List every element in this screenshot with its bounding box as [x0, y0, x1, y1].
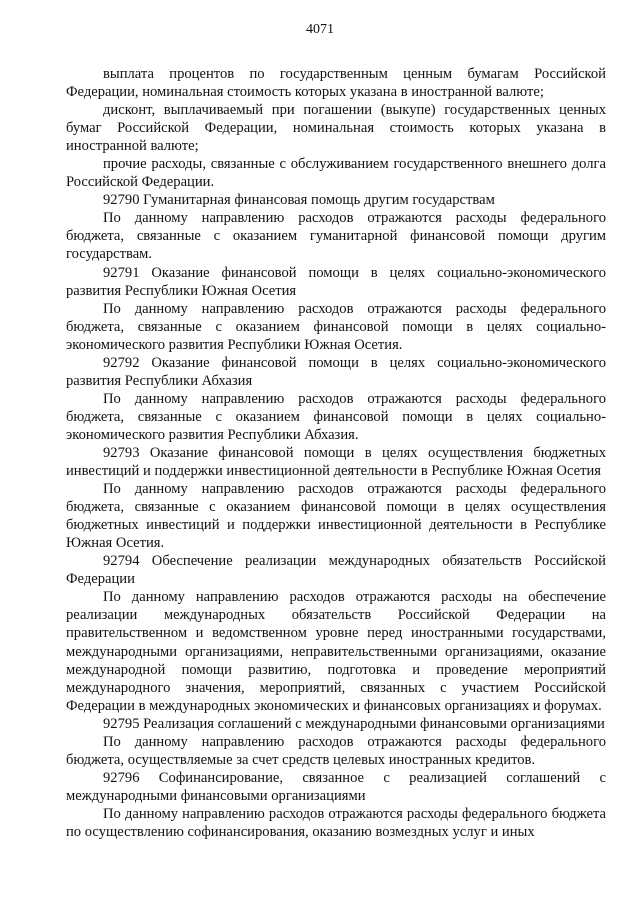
page-number: 4071 — [306, 22, 334, 37]
paragraph-interest-payment: выплата процентов по государственным ценным бумагам Российской Федерации, номинальная стоимость которых указана в иностранной валюте; — [66, 66, 606, 101]
paragraph-other-expenses: прочие расходы, связанные с обслуживанием государственного внешнего долга Российской Федерации. — [66, 156, 606, 191]
paragraph-92791: По данному направлению расходов отражаются расходы федерального бюджета, связанные с оказанием финансовой помощи в целях социально-экономического развития Республики Южная Осетия. — [66, 300, 606, 353]
heading-92790: 92790 Гуманитарная финансовая помощь другим государствам — [103, 192, 495, 209]
paragraph-discount: дисконт, выплачиваемый при погашении (выкупе) государственных ценных бумаг Российской Федерации, номинальная стоимость которых указана в иностранной валюте; — [66, 102, 606, 155]
heading-92792: 92792 Оказание финансовой помощи в целях социально-экономического развития Республики Абхазия — [66, 354, 606, 389]
heading-92795: 92795 Реализация соглашений с международными финансовыми организациями — [103, 715, 605, 732]
heading-92793: 92793 Оказание финансовой помощи в целях осуществления бюджетных инвестиций и поддержки инвестиционной деятельности в Республике Южная Осетия — [66, 444, 606, 480]
paragraph-92796: По данному направлению расходов отражаются расходы федерального бюджета по осуществлению софинансирования, оказанию возмездных услуг и иных — [66, 805, 606, 840]
paragraph-92794: По данному направлению расходов отражаются расходы на обеспечение реализации международных обязательств Российской Федерации на правительственном и ведомственном уровне перед иностранными государствами, международными организациями, неправительственными организациями, оказание международной помощи развитию, подготовка и проведение мероприятий международного значения, мероприятий, связанных с участием Российской Федерации в международных экономических и финансовых организациях и форумах. — [66, 589, 606, 714]
heading-92791: 92791 Оказание финансовой помощи в целях социально-экономического развития Республики Южная Осетия — [66, 264, 606, 299]
document-body — [66, 65, 606, 841]
heading-92794: 92794 Обеспечение реализации международных обязательств Российской Федерации — [66, 553, 606, 588]
paragraph-92795: По данному направлению расходов отражаются расходы федерального бюджета, осуществляемые за счет средств целевых иностранных кредитов. — [66, 733, 606, 768]
paragraph-92790: По данному направлению расходов отражаются расходы федерального бюджета, связанные с оказанием гуманитарной финансовой помощи другим государствам. — [66, 210, 606, 263]
paragraph-92792: По данному направлению расходов отражаются расходы федерального бюджета, связанные с оказанием финансовой помощи в целях социально-экономического развития Республики Абхазия. — [66, 390, 606, 443]
heading-92796: 92796 Софинансирование, связанное с реализацией соглашений с международными финансовыми организациями — [66, 769, 606, 804]
paragraph-92793: По данному направлению расходов отражаются расходы федерального бюджета, связанные с оказанием финансовой помощи в целях осуществления бюджетных инвестиций и поддержки инвестиционной деятельности в Республике Южная Осетия. — [66, 481, 606, 552]
